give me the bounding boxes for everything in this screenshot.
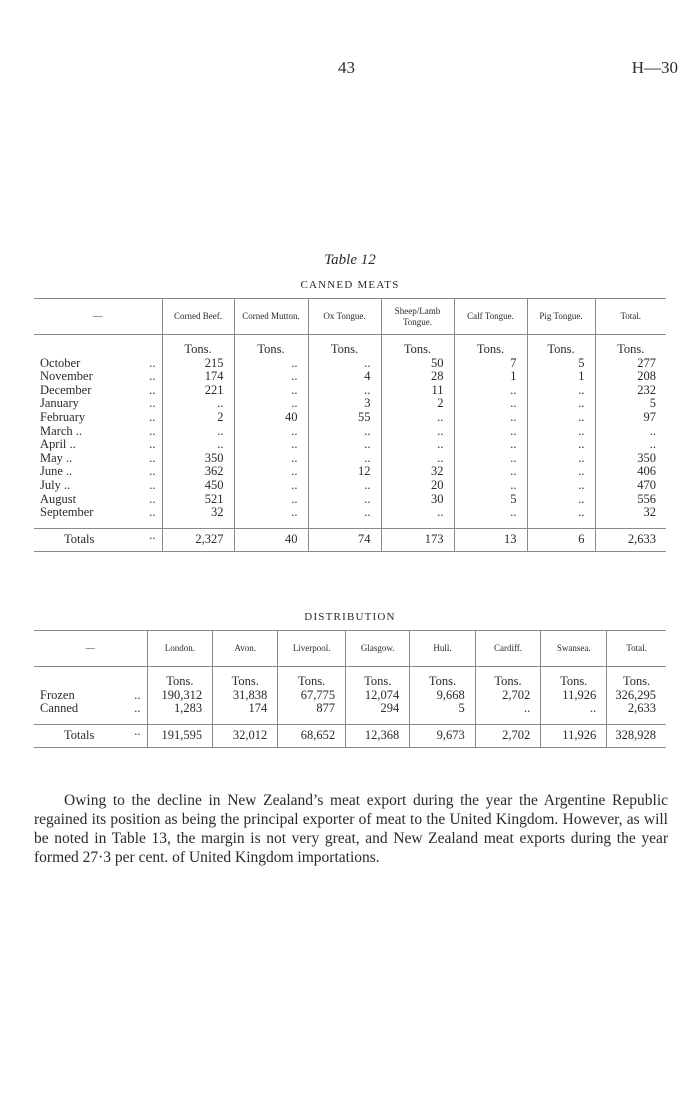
totals-row [34,528,666,551]
row-label-text: March .. [40,423,82,438]
table-cell: .. [234,452,308,466]
row-label-text: August [40,491,77,506]
spacer-cell [34,667,147,676]
leader-dots: .. [149,396,156,411]
table-cell: .. [454,465,527,479]
table-row [34,357,666,371]
table-row [34,493,666,507]
total-cell: 2,327 [162,528,234,551]
leader-dots: .. [134,701,141,716]
distribution-table [34,630,666,748]
table-cell: 5 [454,493,527,507]
table-cell: 50 [381,357,454,371]
table-cell: .. [527,438,595,452]
unit-cell: Tons. [454,343,527,357]
row-label [34,702,147,716]
unit-cell: Tons. [595,343,666,357]
table-cell: 11 [381,384,454,398]
table-cell: .. [234,357,308,371]
table-cell: .. [308,493,381,507]
table-cell: .. [527,465,595,479]
row-label-text: July .. [40,477,71,492]
row-label-text: May .. [40,450,73,465]
table-cell: .. [475,702,540,716]
table-cell: 30 [381,493,454,507]
row-label-text: Canned [40,701,79,716]
table-cell: 5 [595,397,666,411]
row-label [34,384,162,398]
table-cell: 174 [162,370,234,384]
spacer-cell [34,716,147,725]
table-cell: .. [308,506,381,520]
table-row [34,506,666,520]
table-cell: .. [454,411,527,425]
table-row [34,452,666,466]
document-reference: H—30 [631,58,678,77]
table-cell: .. [527,479,595,493]
table-cell: .. [454,438,527,452]
row-label-text: November [40,369,93,384]
table-row [34,384,666,398]
table-cell: 1,283 [147,702,213,716]
spacer-cell [381,520,454,529]
table-cell: 362 [162,465,234,479]
spacer-row [34,520,666,529]
row-label [34,724,147,747]
table-cell: 450 [162,479,234,493]
table-cell: 32 [381,465,454,479]
table-cell: 877 [278,702,346,716]
table-cell: 11,926 [541,689,607,703]
table-cell: .. [234,506,308,520]
spacer-cell [278,716,346,725]
leader-dots: .. [149,369,156,384]
table-row [34,479,666,493]
page-number: 43 [338,58,355,77]
table-row [34,465,666,479]
unit-cell: Tons. [527,343,595,357]
table-row [34,370,666,384]
table-cell: .. [527,506,595,520]
row-label [34,397,162,411]
leader-dots: .. [149,477,156,492]
canned-meats-table [34,298,666,552]
row-label [34,479,162,493]
table-cell: 31,838 [213,689,278,703]
spacer-cell [308,520,381,529]
total-cell: 173 [381,528,454,551]
row-label-text: June .. [40,464,73,479]
spacer-cell [34,335,162,344]
stub-header: — [34,631,147,667]
table-cell: 5 [527,357,595,371]
total-cell: 74 [308,528,381,551]
row-label [34,493,162,507]
unit-cell: Tons. [346,675,410,689]
row-label [34,506,162,520]
table-cell: 20 [381,479,454,493]
unit-cell: Tons. [381,343,454,357]
table-cell: 55 [308,411,381,425]
table-cell: .. [308,479,381,493]
column-header: Swansea. [541,631,607,667]
total-cell: 2,633 [595,528,666,551]
column-header: Ox Tongue. [308,299,381,335]
row-label-text: Frozen [40,687,75,702]
column-header: Sheep/Lamb Tongue. [381,299,454,335]
unit-cell: Tons. [410,675,475,689]
table-cell: 67,775 [278,689,346,703]
column-header: Pig Tongue. [527,299,595,335]
total-cell: 12,368 [346,724,410,747]
table-cell: 40 [234,411,308,425]
row-label-text: September [40,505,94,520]
table-cell: 32 [162,506,234,520]
table-cell: .. [162,397,234,411]
table-row [34,438,666,452]
table-cell: 2 [162,411,234,425]
leader-dots: .. [134,723,141,738]
table-cell: .. [308,425,381,439]
total-cell: 2,702 [475,724,540,747]
table-cell: 12,074 [346,689,410,703]
total-cell: 9,673 [410,724,475,747]
leader-dots: .. [149,382,156,397]
spacer-cell [147,716,213,725]
table-cell: 7 [454,357,527,371]
unit-cell: Tons. [541,675,607,689]
leader-dots: .. [149,491,156,506]
table-cell: .. [527,425,595,439]
unit-cell: Tons. [278,675,346,689]
row-label-text: April .. [40,437,76,452]
page-header [0,58,700,82]
table-cell: 406 [595,465,666,479]
table-cell: .. [234,493,308,507]
table-cell: .. [381,452,454,466]
table-cell: .. [454,506,527,520]
table-cell: .. [234,397,308,411]
total-cell: 68,652 [278,724,346,747]
spacer-cell [213,716,278,725]
table-cell: .. [308,384,381,398]
table-cell: 4 [308,370,381,384]
unit-cell: Tons. [147,675,213,689]
total-cell: 11,926 [541,724,607,747]
stub-header: — [34,299,162,335]
column-header: Total. [607,631,666,667]
table-cell: 1 [527,370,595,384]
table-cell: .. [595,425,666,439]
row-label [34,411,162,425]
table-header-row [34,299,666,335]
table-cell: 521 [162,493,234,507]
unit-cell: Tons. [213,675,278,689]
column-header: Corned Mutton. [234,299,308,335]
table-cell: 2,702 [475,689,540,703]
body-paragraph: Owing to the decline in New Zealand’s meat export during the year the Argentine Republic regained its position as being the principal exporter of meat to the United Kingdom. However, as will be noted in Table 13, the margin is not very great, and New Zealand meat exports during the year formed 27·3 per cent. of United Kingdom importations. [34,791,668,866]
spacer-cell [234,520,308,529]
table-row [34,425,666,439]
table-cell: 556 [595,493,666,507]
table-cell: 208 [595,370,666,384]
table-cell: 221 [162,384,234,398]
leader-dots: .. [149,464,156,479]
table-row [34,397,666,411]
total-cell: 191,595 [147,724,213,747]
table-cell: 1 [454,370,527,384]
spacer-cell [346,716,410,725]
table-cell: .. [527,397,595,411]
table-cell: .. [381,411,454,425]
spacer-cell [541,716,607,725]
table-cell: 28 [381,370,454,384]
column-header: Liverpool. [278,631,346,667]
unit-cell: Tons. [308,343,381,357]
row-label [34,357,162,371]
spacer-cell [410,716,475,725]
canned-meats-heading: CANNED MEATS [300,279,400,291]
row-label [34,425,162,439]
spacer-cell [34,520,162,529]
table-cell: .. [527,411,595,425]
spacer-row [34,716,666,725]
column-header: Corned Beef. [162,299,234,335]
table-cell: .. [527,452,595,466]
column-header: Total. [595,299,666,335]
table-cell: 232 [595,384,666,398]
canned-meats-body [34,335,666,552]
table-cell: 32 [595,506,666,520]
table-row [34,411,666,425]
distribution-heading: DISTRIBUTION [304,611,396,623]
table-cell: .. [454,479,527,493]
table-title: Table 12 [324,252,376,268]
table-cell: .. [308,452,381,466]
table-cell: .. [162,425,234,439]
row-label-text: February [40,409,86,424]
table-cell: 2,633 [607,702,666,716]
table-cell: 190,312 [147,689,213,703]
unit-cell: Tons. [162,343,234,357]
row-label-text: December [40,382,92,397]
table-cell: 3 [308,397,381,411]
table-cell: .. [595,438,666,452]
table-cell: .. [454,452,527,466]
table-cell: .. [527,384,595,398]
table-cell: .. [308,357,381,371]
leader-dots: .. [149,527,156,542]
leader-dots: .. [149,437,156,452]
distribution-body [34,667,666,748]
total-cell: 6 [527,528,595,551]
row-label [34,452,162,466]
table-row [34,689,666,703]
leader-dots: .. [149,505,156,520]
spacer-cell [162,520,234,529]
table-cell: 326,295 [607,689,666,703]
table-cell: .. [381,438,454,452]
unit-row [34,675,666,689]
leader-dots: .. [149,450,156,465]
table-cell: .. [454,397,527,411]
table-cell: .. [454,425,527,439]
table-header-row [34,631,666,667]
table-cell: .. [234,370,308,384]
table-cell: .. [308,438,381,452]
table-cell: 9,668 [410,689,475,703]
unit-cell: Tons. [607,675,666,689]
row-label [34,438,162,452]
table-cell: .. [381,425,454,439]
row-label [34,343,162,357]
table-cell: 294 [346,702,410,716]
leader-dots: .. [149,355,156,370]
column-header: Glasgow. [346,631,410,667]
total-cell: 13 [454,528,527,551]
spacer-cell [475,716,540,725]
row-label-text: Totals [64,531,95,546]
table-cell: .. [234,465,308,479]
table-cell: 97 [595,411,666,425]
table-cell: .. [234,479,308,493]
table-cell: .. [381,506,454,520]
row-label [34,465,162,479]
leader-dots: .. [134,687,141,702]
row-label [34,689,147,703]
table-cell: 350 [162,452,234,466]
total-cell: 32,012 [213,724,278,747]
row-label-text: October [40,355,81,370]
column-header: London. [147,631,213,667]
table-cell: 2 [381,397,454,411]
row-label-text: January [40,396,79,411]
table-cell: 277 [595,357,666,371]
table-cell: 350 [595,452,666,466]
leader-dots: .. [149,409,156,424]
table-cell: 12 [308,465,381,479]
spacer-cell [454,520,527,529]
row-label-text: Totals [64,727,95,742]
spacer-cell [527,520,595,529]
table-cell: .. [541,702,607,716]
table-cell: .. [527,493,595,507]
totals-row [34,724,666,747]
column-header: Cardiff. [475,631,540,667]
row-label [34,675,147,689]
table-cell: 5 [410,702,475,716]
table-cell: .. [234,384,308,398]
column-header: Hull. [410,631,475,667]
spacer-cell [595,520,666,529]
unit-cell: Tons. [234,343,308,357]
table-cell: .. [234,425,308,439]
unit-cell: Tons. [475,675,540,689]
total-cell: 40 [234,528,308,551]
spacer-cell [607,716,666,725]
column-header: Avon. [213,631,278,667]
table-cell: 174 [213,702,278,716]
table-cell: .. [234,438,308,452]
table-cell: .. [454,384,527,398]
total-cell: 328,928 [607,724,666,747]
table-row [34,702,666,716]
row-label [34,370,162,384]
leader-dots: .. [149,423,156,438]
unit-row [34,343,666,357]
column-header: Calf Tongue. [454,299,527,335]
table-cell: 470 [595,479,666,493]
row-label [34,528,162,551]
table-cell: .. [162,438,234,452]
table-cell: 215 [162,357,234,371]
